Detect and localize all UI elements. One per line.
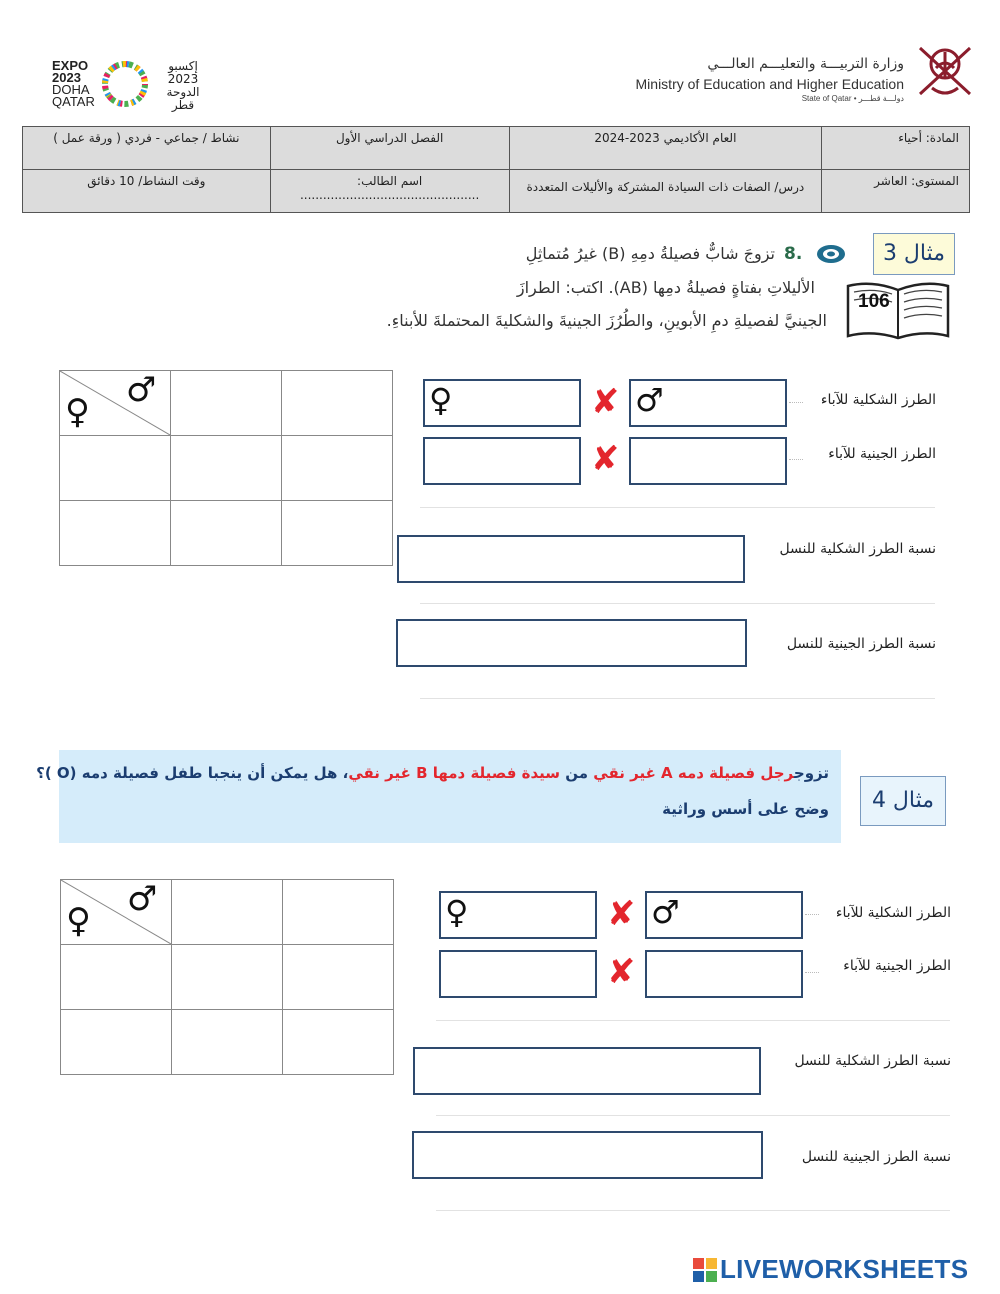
example-3-line-1: تزوجَ شابٌّ فصيلةُ دمِهِ (B) غيرُ مُتماثِلِ — [525, 244, 775, 263]
liveworksheets-logo-icon — [693, 1258, 717, 1282]
punnett-cell[interactable] — [282, 436, 393, 501]
punnett-corner-cell — [61, 880, 172, 945]
genotype-parents-label-2: الطرز الجينية للآباء — [843, 958, 951, 974]
dotted-leader — [789, 459, 803, 460]
separator-line — [436, 1115, 950, 1116]
genotype-ratio-label-2: نسبة الطرز الجينية للنسل — [801, 1149, 951, 1165]
male-symbol-icon: ♂ — [127, 879, 158, 919]
mother-genotype-box[interactable] — [423, 437, 581, 485]
father-genotype-box[interactable] — [629, 437, 787, 485]
book-page-number: 106 — [858, 291, 890, 312]
punnett-cell[interactable] — [60, 436, 171, 501]
activity-type-cell: نشاط / جماعي - فردي ( ورقة عمل ) — [23, 127, 271, 170]
qatar-emblem-icon — [912, 38, 978, 104]
punnett-cell[interactable] — [283, 880, 394, 945]
expo-country: QATAR — [52, 94, 95, 109]
punnett-grid-1 — [59, 370, 393, 566]
separator-line — [420, 603, 935, 604]
expo-year: 2023 — [52, 70, 81, 85]
phenotype-parents-label: الطرز الشكلية للآباء — [820, 392, 936, 408]
subject-cell: المادة: أحياء — [822, 127, 970, 170]
genotype-ratio-box-2[interactable] — [412, 1131, 763, 1179]
phenotype-ratio-label-2: نسبة الطرز الشكلية للنسل — [794, 1053, 951, 1069]
mother-phenotype-box-2[interactable] — [439, 891, 597, 939]
cross-icon: ✘ — [607, 952, 636, 992]
mother-phenotype-box[interactable] — [423, 379, 581, 427]
genotype-ratio-label: نسبة الطرز الجينية للنسل — [786, 636, 936, 652]
question-part: من — [565, 764, 589, 782]
phenotype-parents-label-2: الطرز الشكلية للآباء — [835, 905, 951, 921]
ministry-name-arabic: وزارة التربيـــة والتعليـــم العالـــي — [707, 56, 904, 72]
separator-line — [420, 698, 935, 699]
expo-city: DOHA — [52, 82, 90, 97]
academic-year-cell: العام الأكاديمي 2023-2024 — [509, 127, 822, 170]
punnett-cell[interactable] — [61, 1010, 172, 1075]
female-symbol-icon: ♀ — [445, 893, 469, 931]
level-cell: المستوى: العاشر — [822, 170, 970, 213]
example-4-label: مثال 4 — [860, 776, 946, 826]
punnett-cell[interactable] — [61, 945, 172, 1010]
activity-time-cell: وقت النشاط/ 10 دقائق — [23, 170, 271, 213]
question-number: 8. — [784, 244, 803, 264]
expo-ar-country: قطر — [171, 98, 195, 112]
cross-icon: ✘ — [591, 439, 620, 479]
punnett-cell[interactable] — [172, 945, 283, 1010]
dotted-leader — [805, 914, 819, 915]
punnett-corner-cell — [60, 371, 171, 436]
student-name-cell[interactable]: اسم الطالب: ............................................... — [270, 170, 509, 213]
punnett-cell[interactable] — [171, 371, 282, 436]
expo-logo-arabic — [158, 60, 208, 112]
expo-ar-year: 2023 — [167, 72, 199, 86]
example-3-label: مثال 3 — [873, 233, 955, 275]
phenotype-ratio-label: نسبة الطرز الشكلية للنسل — [779, 541, 936, 557]
punnett-cell[interactable] — [60, 501, 171, 566]
phenotype-ratio-box-2[interactable] — [413, 1047, 761, 1095]
question-highlight-woman: سيدة فصيلة دمها B غير نقي — [348, 764, 561, 782]
expo-logo-text — [52, 60, 95, 108]
punnett-cell[interactable] — [172, 1010, 283, 1075]
question-part: تزوج — [793, 764, 829, 782]
mother-genotype-box-2[interactable] — [439, 950, 597, 998]
separator-line — [436, 1020, 950, 1021]
male-symbol-icon: ♂ — [635, 381, 664, 419]
phenotype-ratio-box[interactable] — [397, 535, 745, 583]
example-4-question-line-2: وضح على أسس وراثية — [662, 800, 829, 818]
separator-line — [436, 1210, 950, 1211]
punnett-cell[interactable] — [171, 436, 282, 501]
separator-line — [420, 507, 935, 508]
expo-word: EXPO — [52, 58, 89, 73]
question-part: ، هل يمكن أن ينجبا طفل فصيلة دمه (O )؟ — [36, 764, 349, 782]
female-symbol-icon: ♀ — [66, 901, 91, 941]
father-genotype-box-2[interactable] — [645, 950, 803, 998]
female-symbol-icon: ♀ — [429, 381, 453, 419]
cross-icon: ✘ — [591, 382, 620, 422]
state-of-qatar-line: State of Qatar • دولـــة قطـــر — [801, 94, 904, 103]
genotype-parents-label: الطرز الجينية للآباء — [828, 446, 936, 462]
ministry-name-english: Ministry of Education and Higher Education — [635, 76, 904, 92]
punnett-cell[interactable] — [172, 880, 283, 945]
punnett-grid-2 — [60, 879, 394, 1075]
question-highlight-man: رجل فصيلة دمه A غير نقي — [593, 764, 794, 782]
punnett-cell[interactable] — [283, 945, 394, 1010]
expo-flower-logo-icon — [94, 58, 156, 110]
female-symbol-icon: ♀ — [65, 392, 90, 432]
example-4-question-box — [36, 750, 841, 843]
cross-icon: ✘ — [607, 894, 636, 934]
liveworksheets-brand[interactable]: LIVEWORKSHEETS — [720, 1254, 969, 1284]
genotype-ratio-box[interactable] — [396, 619, 747, 667]
expo-ar-word: إكسبو — [168, 59, 198, 73]
info-table — [22, 126, 970, 213]
male-symbol-icon: ♂ — [126, 370, 157, 410]
gear-icon — [815, 243, 847, 265]
dotted-leader — [805, 972, 819, 973]
father-phenotype-box-2[interactable] — [645, 891, 803, 939]
semester-cell: الفصل الدراسي الأول — [270, 127, 509, 170]
punnett-cell[interactable] — [283, 1010, 394, 1075]
lesson-cell: درس/ الصفات ذات السيادة المشتركة والأليلات المتعددة — [509, 170, 822, 213]
expo-ar-city: الدوحة — [166, 85, 200, 99]
example-3-line-2: الأليلاتِ بفتاةٍ فصيلةُ دمِها (AB). اكتب: الطرازَ — [516, 278, 815, 297]
example-3-line-3: الجينيَّ لفصيلةِ دمِ الأبوينِ، والطُرُزَ الجينيةَ والشكليةَ المحتملةَ للأبناءِ. — [386, 311, 827, 330]
punnett-cell[interactable] — [282, 501, 393, 566]
male-symbol-icon: ♂ — [651, 893, 680, 931]
dotted-leader — [789, 402, 803, 403]
punnett-cell[interactable] — [282, 371, 393, 436]
example-4-question-line-1 — [36, 764, 829, 782]
punnett-cell[interactable] — [171, 501, 282, 566]
father-phenotype-box[interactable] — [629, 379, 787, 427]
